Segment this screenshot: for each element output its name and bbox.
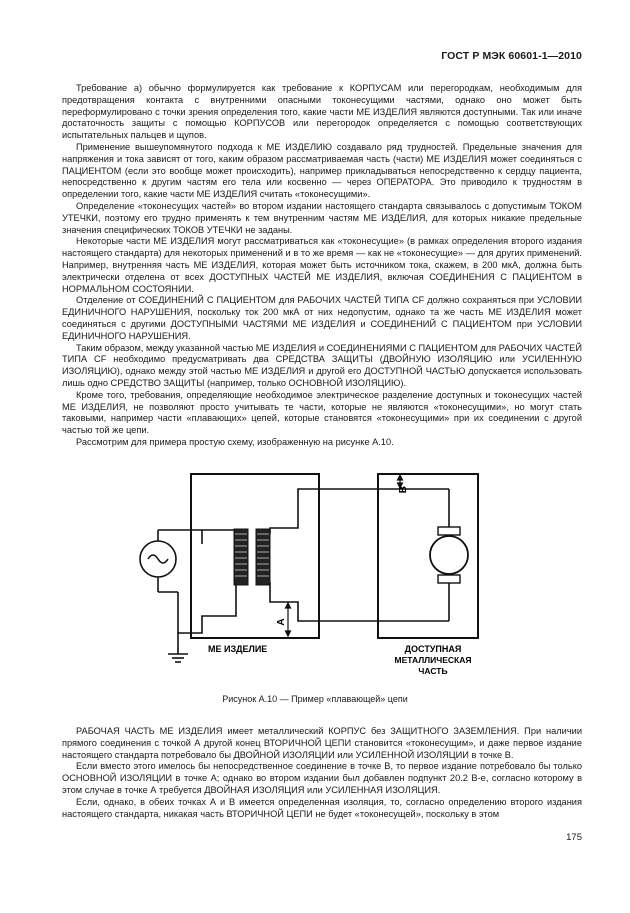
label-b: B	[398, 486, 409, 494]
label-accessible-1: ДОСТУПНАЯ	[404, 644, 462, 654]
text-block-top	[62, 83, 582, 449]
paragraph: Отделение от СОЕДИНЕНИЙ С ПАЦИЕНТОМ для РАБОЧИХ ЧАСТЕЙ ТИПА CF должно сохраняться при УСЛОВИИ ЕДИНИЧНОГО НАРУШЕНИЯ, поскольку ток 200 мкА от них недопустим, однако та же часть МЕ ИЗДЕЛИЯ может соединяться с другими ДОСТУПНЫМИ ЧАСТЯМИ МЕ ИЗДЕЛИЯ и СОЕДИНЕНИЙ С ПАЦИЕНТОМ при УСЛОВИИ ЕДИНИЧНОГО НАРУШЕНИЯ.	[62, 295, 582, 341]
label-accessible-2: МЕТАЛЛИЧЕСКАЯ	[394, 655, 472, 665]
label-a: A	[276, 618, 287, 626]
me-device-box	[191, 474, 319, 638]
transformer-icon	[234, 529, 270, 585]
secondary-circuit	[270, 489, 449, 621]
ac-source-icon	[140, 541, 176, 577]
paragraph: Рассмотрим для примера простую схему, изображенную на рисунке А.10.	[76, 436, 394, 447]
primary-circuit	[178, 530, 236, 654]
paragraph: Если вместо этого имелось бы непосредственное соединение в точке В, то первое издание потребовало бы только ОСНОВНОЙ ИЗОЛЯЦИИ в точке А; однако во втором издании был добавлен подпункт 20.2 В-е, согласно которому в этом случае в точке А требуется ДВОЙНАЯ ИЗОЛЯЦИЯ или УСИЛЕННАЯ ИЗОЛЯЦИЯ.	[62, 761, 582, 795]
paragraph: Определение «токонесущих частей» во втором издании настоящего стандарта связывалось с допустимым ТОКОМ УТЕЧКИ, поэтому его трудно применять к тем внутренним частям МЕ ИЗДЕЛИЯ, для которых никакие предельные значения специфических ТОКОВ УТЕЧКИ не заданы.	[62, 200, 582, 235]
motor-icon	[430, 527, 468, 583]
paragraph: Если, однако, в обеих точках А и В имеется определенная изоляция, то, согласно определению второго издания настоящего стандарта, никакая часть ВТОРИЧНОЙ ЦЕПИ не будет «токонесущей», поскольку в этом	[62, 796, 582, 819]
figure-floating-circuit	[138, 472, 490, 687]
paragraph: Требование а) обычно формулируется как требование к КОРПУСАМ или перегородкам, необходимым для предотвращения контакта с внутренними опасными токонесущими частями, однако оно может быть переформулировано с точки зрения определения того, какие части МЕ ИЗДЕЛИЯ являются доступными. Так или иначе достаточность защиты с помощью КОРПУСОВ или перегородок определяется с помощью соответствующих испытательных пальцев и щупов.	[62, 83, 582, 141]
paragraph: Таким образом, между указанной частью МЕ ИЗДЕЛИЯ и СОЕДИНЕНИЯМИ С ПАЦИЕНТОМ для РАБОЧИХ ЧАСТЕЙ ТИПА CF необходимо предусматривать два СРЕДСТВА ЗАЩИТЫ (ДВОЙНУЮ ИЗОЛЯЦИЮ или УСИЛЕННУЮ ИЗОЛЯЦИЮ), однако между этой частью МЕ ИЗДЕЛИЯ и другой его ДОСТУПНОЙ ЧАСТЬЮ допускается использовать лишь одно СРЕДСТВО ЗАЩИТЫ (например, только ОСНОВНОЙ ИЗОЛЯЦИЮ).	[62, 342, 582, 388]
label-me-device: МЕ ИЗДЕЛИЕ	[208, 644, 268, 654]
paragraph: Кроме того, требования, определяющие необходимое электрическое разделение доступных и токонесущих частей МЕ ИЗДЕЛИЯ, не позволяют просто учитывать те части, которые не являются «токонесущими», но могут стать таковыми, например части «плавающих» цепей, которые становятся «токонесущими» при их соединении с другой частью той же цепи.	[62, 389, 582, 436]
ground-icon	[168, 654, 188, 662]
paragraph: Некоторые части МЕ ИЗДЕЛИЯ могут рассматриваться как «токонесущие» (в рамках определения второго издания настоящего стандарта) для некоторых применений и в то же время — как не «токонесущие» — для других применений. Например, внутренняя часть МЕ ИЗДЕЛИЯ, которая может быть источником тока, скажем, в 200 мкА, должна быть электрически отделена от всех ДОСТУПНЫХ ЧАСТЕЙ МЕ ИЗДЕЛИЯ, включая СОЕДИНЕНИЯ С ПАЦИЕНТОМ в НОРМАЛЬНОМ СОСТОЯНИИ.	[62, 236, 582, 294]
text-block-bottom	[62, 726, 582, 820]
page-header: ГОСТ Р МЭК 60601-1—2010	[441, 50, 582, 62]
paragraph: РАБОЧАЯ ЧАСТЬ МЕ ИЗДЕЛИЯ имеет металлический КОРПУС без ЗАЩИТНОГО ЗАЗЕМЛЕНИЯ. При наличии прямого соединения с точкой А другой конец ВТОРИЧНОЙ ЦЕПИ становится «токонесущим», и даже первое издание настоящего стандарта потребовало бы ДВОЙНОЙ ИЗОЛЯЦИИ или УСИЛЕННОЙ ИЗОЛЯЦИИ в точке В.	[62, 726, 582, 760]
label-accessible-3: ЧАСТЬ	[418, 666, 448, 676]
paragraph: Применение вышеупомянутого подхода к МЕ ИЗДЕЛИЮ создавало ряд трудностей. Предельные значения для напряжения и тока зависят от того, каким образом рассматриваемая часть (части) МЕ ИЗДЕЛИЯ может соединяться с ПАЦИЕНТОМ (если это вообще может происходить), например прикладываться непосредственно к сердцу пациента, непосредственно к другим частям его тела или косвенно — через ОПЕРАТОРА. Это приводило к трудностям в определении того, какие части МЕ ИЗДЕЛИЯ считать «токонесущими».	[62, 141, 582, 200]
figure-caption: Рисунок А.10 — Пример «плавающей» цепи	[222, 694, 408, 704]
page-number: 175	[566, 832, 582, 843]
